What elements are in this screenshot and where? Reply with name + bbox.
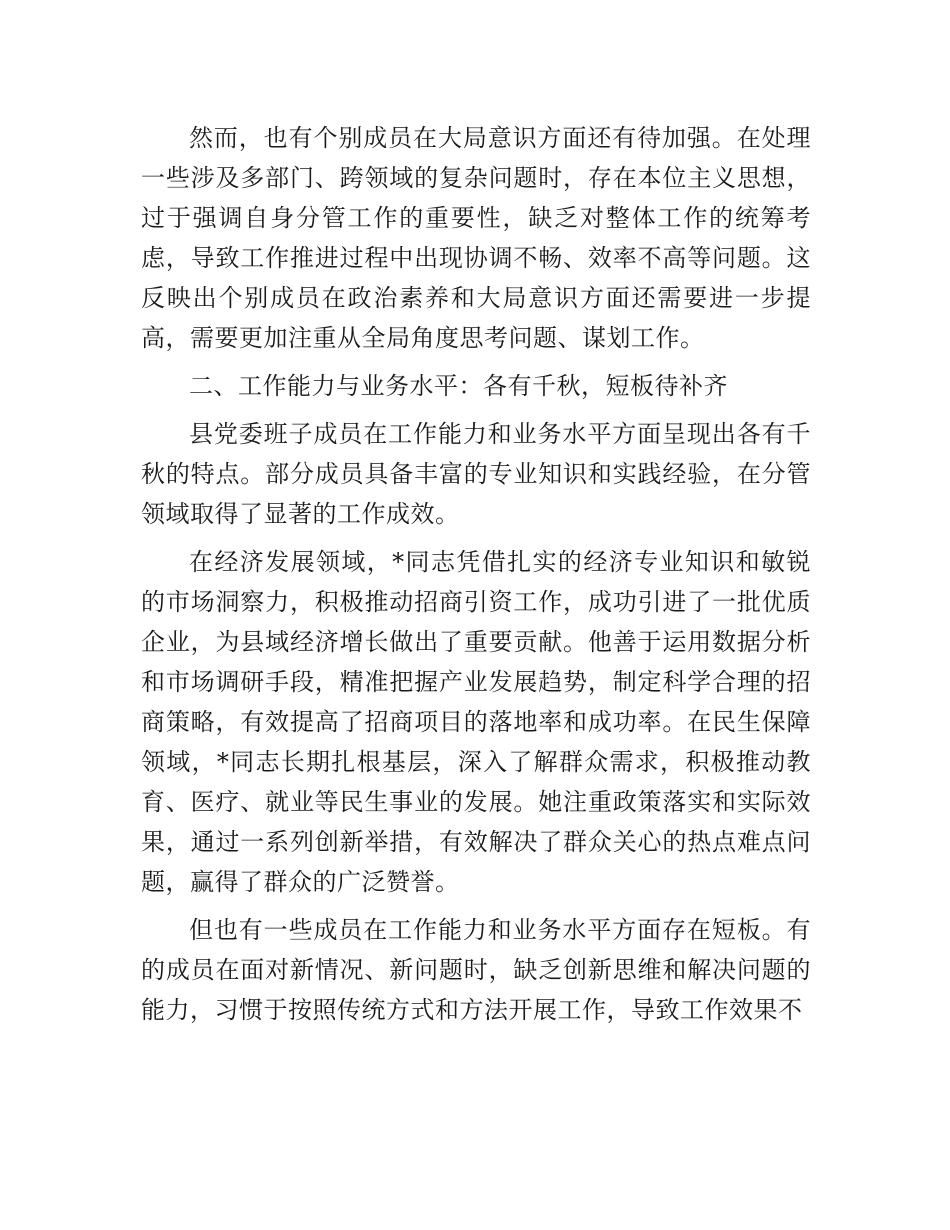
paragraph-overall-awareness: 然而，也有个别成员在大局意识方面还有待加强。在处理一些涉及多部门、跨领域的复杂问题时，存在本位主义思想，过于强调自身分管工作的重要性，缺乏对整体工作的统筹考虑，导致工作推进过程中出现协调不畅、效率不高等问题。这反映出个别成员在政治素养和大局意识方面还需要进一步提高，需要更加注重从全局角度思考问题、谋划工作。 (141, 124, 811, 352)
paragraph-ability-overview: 县党委班子成员在工作能力和业务水平方面呈现出各有千秋的特点。部分成员具备丰富的专业知识和实践经验，在分管领域取得了显著的工作成效。 (141, 420, 811, 528)
paragraph-shortcomings: 但也有一些成员在工作能力和业务水平方面存在短板。有的成员在面对新情况、新问题时，缺乏创新思维和解决问题的能力，习惯于按照传统方式和方法开展工作，导致工作效果不 (141, 916, 811, 1024)
section-heading-work-ability: 二、工作能力与业务水平：各有千秋，短板待补齐 (189, 372, 728, 400)
document-body (141, 118, 811, 1030)
paragraph-field-examples: 在经济发展领域，*同志凭借扎实的经济专业知识和敏锐的市场洞察力，积极推动招商引资工作，成功引进了一批优质企业，为县域经济增长做出了重要贡献。他善于运用数据分析和市场调研手段，精准把握产业发展趋势，制定科学合理的招商策略，有效提高了招商项目的落地率和成功率。在民生保障领域，*同志长期扎根基层，深入了解群众需求，积极推动教育、医疗、就业等民生事业的发展。她注重政策落实和实际效果，通过一系列创新举措，有效解决了群众关心的热点难点问题，赢得了群众的广泛赞誉。 (141, 548, 811, 896)
